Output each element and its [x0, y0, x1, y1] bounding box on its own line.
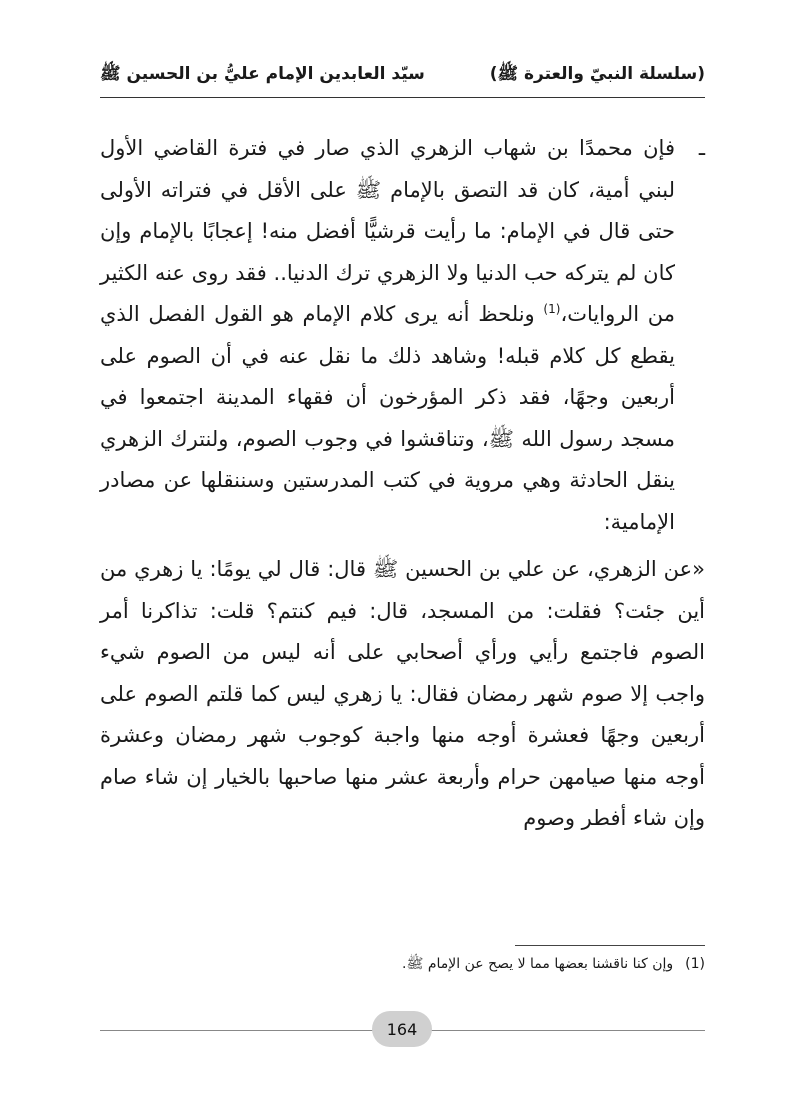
- paragraph-1-rest: ونلحظ أنه يرى كلام الإمام هو القول الفصل الذي يقطع كل كلام قبله! وشاهد ذلك ما نقل عنه في أن الصوم على أربعين وجهًا، فقد ذكر المؤرخون أن فقهاء المدينة اجتمعوا في مسجد رسول الله ﷺ، وتناقشوا في وجوب الصوم، ولنترك الزهري ينقل الحادثة وهي مروية في كتب المدرستين وسننقلها عن مصادر الإمامية:: [100, 302, 675, 534]
- footnote-ref[interactable]: (1): [543, 302, 561, 316]
- running-header: [100, 58, 705, 92]
- paragraph-1: [100, 128, 705, 543]
- footnote: [100, 955, 705, 975]
- paragraph-2-quote: «عن الزهري، عن علي بن الحسين ﷺ قال: قال لي يومًا: يا زهري من أين جئت؟ فقلت: من المسجد، قال: فيم كنتم؟ قلت: تذاكرنا أمر الصوم فاجتمع رأيي ورأي أصحابي على أنه ليس من الصوم شيء واجب إلا صوم شهر رمضان فقال: يا زهري ليس كما قلتم الصوم على أربعين وجهًا فعشرة أوجه منها واجبة كوجوب شهر رمضان وعشرة أوجه منها صيامهن حرام وأربعة عشر منها صاحبها بالخيار إن شاء صام وإن شاء أفطر وصوم: [100, 557, 705, 830]
- book-title: سيّد العابدين الإمام عليُّ بن الحسين ﷺ: [100, 63, 425, 84]
- header-divider: [100, 97, 705, 98]
- footnote-divider: [515, 945, 705, 946]
- list-dash: ـ: [698, 136, 705, 160]
- paragraph-1-main: فإن محمدًا بن شهاب الزهري الذي صار في فترة القاضي الأول لبني أمية، كان قد التصق بالإمام ﷺ على الأقل في فتراته الأولى حتى قال في الإمام: ما رأيت قرشيًّا أفضل منه! إعجابًا بالإمام وإن كان لم يتركه حب الدنيا ولا الزهري ترك الدنيا.. فقد روى عنه الكثير من الروايات،: [100, 136, 675, 326]
- footnote-number: (1): [685, 956, 705, 972]
- page-footer: [100, 1010, 705, 1050]
- main-text: [100, 128, 705, 840]
- page-number: 164: [372, 1011, 432, 1047]
- series-title: (سلسلة النبيّ والعترة ﷺ): [489, 63, 705, 84]
- footnote-text: وإن كنا ناقشنا بعضها مما لا يصح عن الإمام ﷺ.: [402, 956, 674, 972]
